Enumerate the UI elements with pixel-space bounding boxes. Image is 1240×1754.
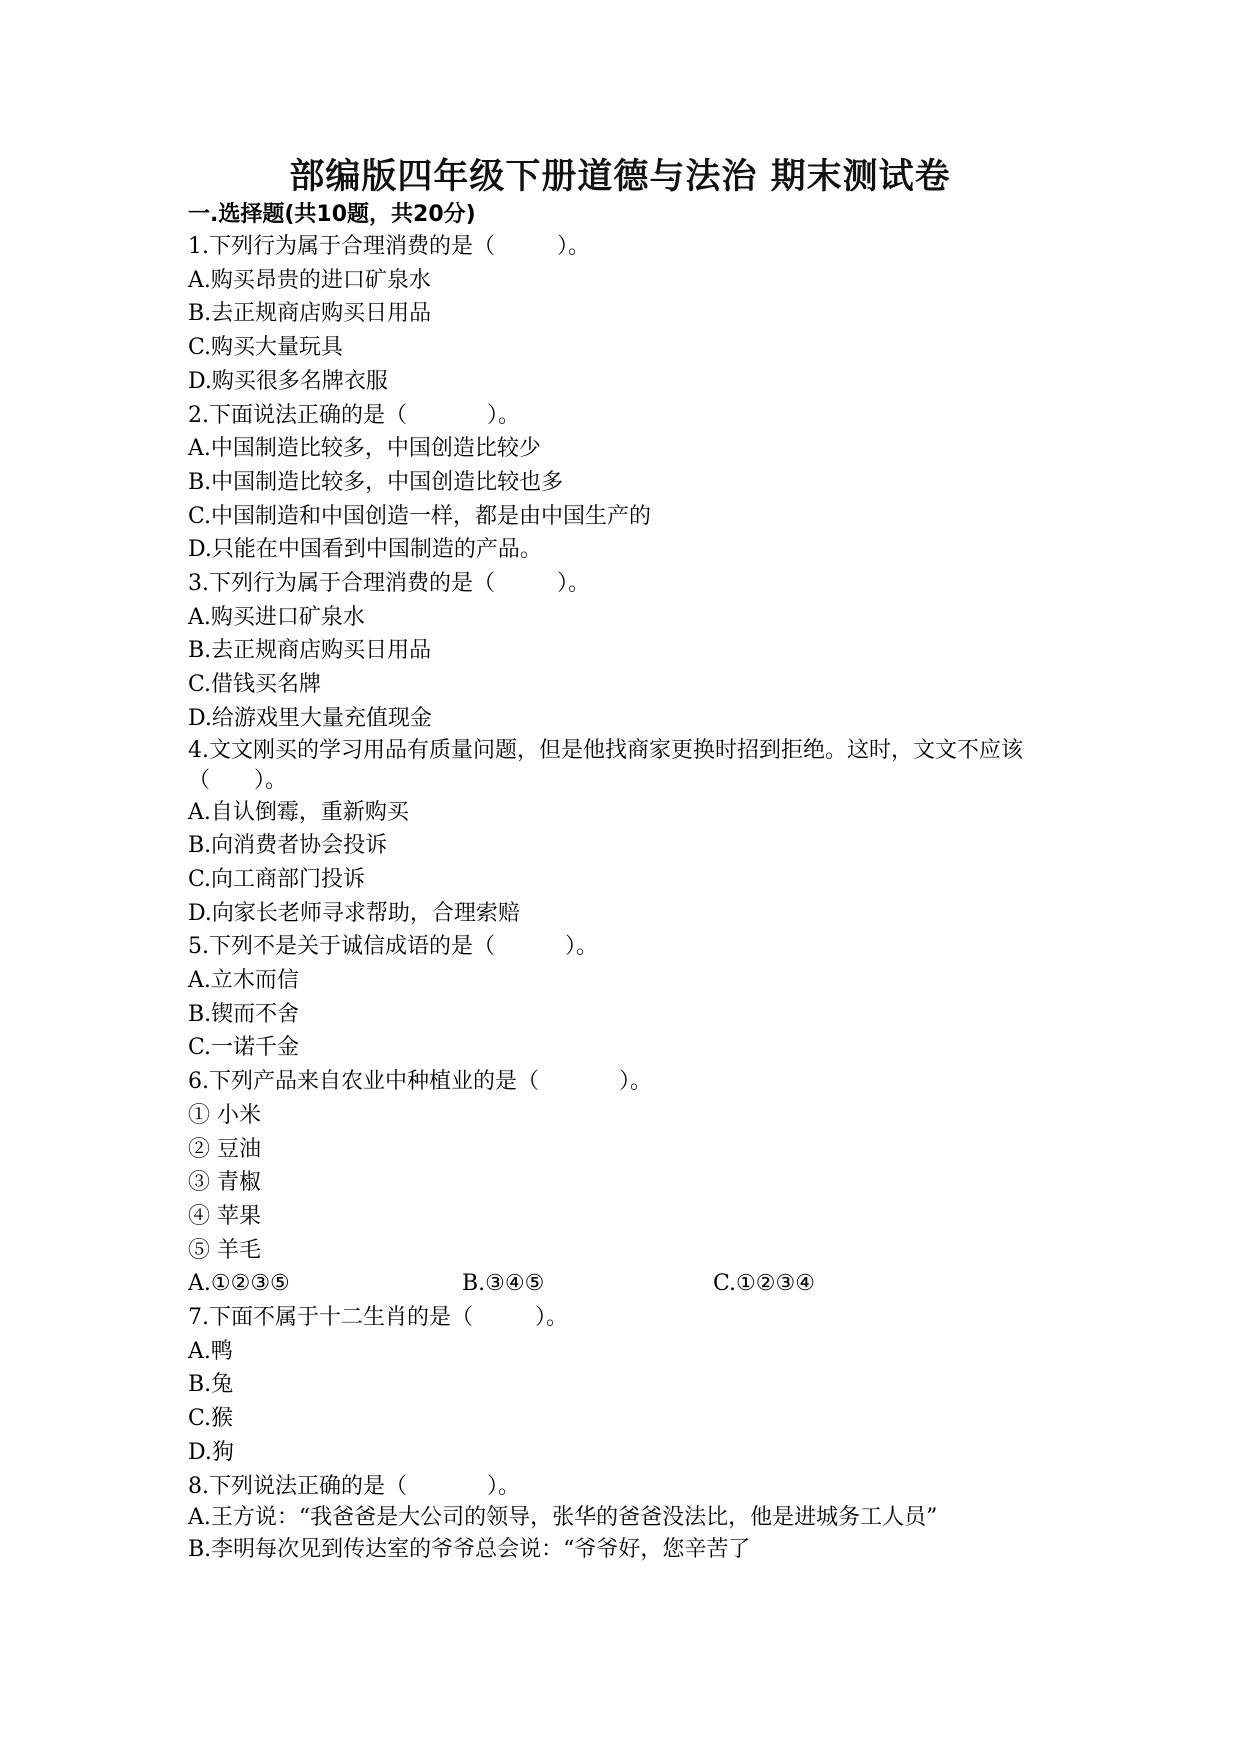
- question-6-option-c: C.①②③④: [713, 1271, 815, 1297]
- question-7-stem: 7.下面不属于十二生肖的是（ ）。: [188, 1305, 569, 1331]
- question-1-stem: 1.下列行为属于合理消费的是（ ）。: [188, 234, 591, 259]
- question-3-option-a: A.购买进口矿泉水: [188, 604, 365, 630]
- question-2-option-b: B.中国制造比较多，中国创造比较也多: [188, 469, 564, 495]
- question-1-option-a: A.购买昂贵的进口矿泉水: [188, 267, 431, 293]
- question-1-option-b: B.去正规商店购买日用品: [188, 301, 432, 327]
- question-6-option-b: B.③④⑤: [462, 1271, 545, 1297]
- question-1-option-c: C.购买大量玩具: [188, 335, 344, 361]
- question-6-option-a: A.①②③⑤: [188, 1271, 290, 1297]
- exam-content: [188, 199, 1068, 1567]
- question-5-option-a: A.立木而信: [188, 968, 299, 994]
- question-5-option-c: C.一诺千金: [188, 1035, 300, 1061]
- question-6-item-4: ④ 苹果: [188, 1203, 261, 1229]
- question-7-option-c: C.猴: [188, 1406, 234, 1432]
- question-6-item-1: ① 小米: [188, 1102, 261, 1128]
- question-5-stem: 5.下列不是关于诚信成语的是（ ）。: [188, 934, 599, 960]
- question-8-option-a: A.王方说：“我爸爸是大公司的领导，张华的爸爸没法比，他是进城务工人员”: [188, 1505, 938, 1531]
- question-4-option-d: D.向家长老师寻求帮助，合理索赔: [188, 900, 520, 926]
- question-8-stem: 8.下列说法正确的是（ ）。: [188, 1473, 521, 1499]
- page-title: 部编版四年级下册道德与法治 期末测试卷: [289, 157, 951, 197]
- question-4-option-a: A.自认倒霉，重新购买: [188, 799, 409, 825]
- question-6-item-5: ⑤ 羊毛: [188, 1237, 261, 1263]
- question-6-item-3: ③ 青椒: [188, 1170, 261, 1196]
- question-6-options-row: [188, 1267, 1068, 1301]
- question-3-option-b: B.去正规商店购买日用品: [188, 638, 432, 664]
- question-1-option-d: D.购买很多名牌衣服: [188, 368, 388, 394]
- question-3-stem: 3.下列行为属于合理消费的是（ ）。: [188, 571, 591, 597]
- question-6-stem: 6.下列产品来自农业中种植业的是（ ）。: [188, 1069, 653, 1095]
- question-4-stem: 4.文文刚买的学习用品有质量问题，但是他找商家更换时招到拒绝。这时，文文不应该（ ）。: [188, 737, 1023, 793]
- question-7-option-b: B.兔: [188, 1372, 234, 1398]
- question-3-option-c: C.借钱买名牌: [188, 672, 322, 698]
- question-4-option-c: C.向工商部门投诉: [188, 866, 366, 892]
- section-heading: 一.选择题(共10题，共20分): [188, 202, 476, 227]
- question-4-option-b: B.向消费者协会投诉: [188, 833, 388, 859]
- question-2-option-a: A.中国制造比较多，中国创造比较少: [188, 436, 541, 462]
- question-2-option-d: D.只能在中国看到中国制造的产品。: [188, 537, 542, 563]
- question-8-option-b: B.李明每次见到传达室的爷爷总会说：“爷爷好，您辛苦了: [188, 1537, 751, 1563]
- question-7-option-d: D.狗: [188, 1439, 234, 1465]
- question-5-option-b: B.锲而不舍: [188, 1001, 300, 1027]
- question-7-option-a: A.鸭: [188, 1338, 233, 1364]
- question-3-option-d: D.给游戏里大量充值现金: [188, 705, 432, 731]
- question-2-option-c: C.中国制造和中国创造一样，都是由中国生产的: [188, 503, 652, 529]
- question-6-item-2: ② 豆油: [188, 1136, 261, 1162]
- question-2-stem: 2.下面说法正确的是（ ）。: [188, 402, 521, 428]
